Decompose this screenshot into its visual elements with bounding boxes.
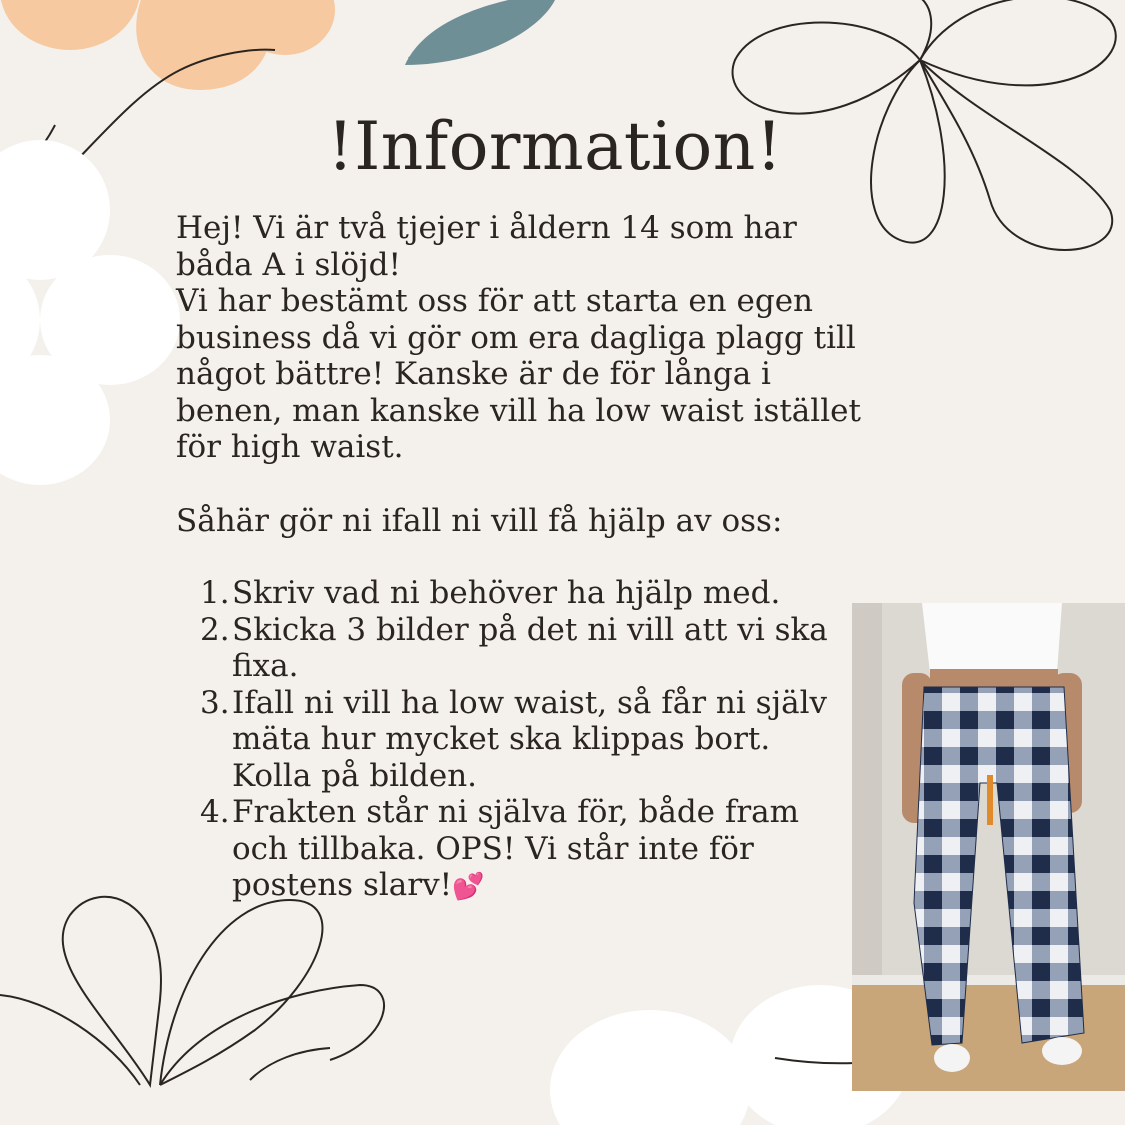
step-text: Ifall ni vill ha low waist, så får ni själv mäta hur mycket ska klippas bort. Kolla på bilden. — [232, 684, 828, 794]
step-number: 3. — [200, 684, 230, 721]
list-item — [176, 612, 856, 685]
step-text: Skriv vad ni behöver ha hjälp med. — [232, 575, 781, 611]
hearts-icon: 💕 — [452, 872, 485, 902]
list-item — [176, 794, 856, 906]
list-item — [176, 685, 856, 795]
photo-plaid-pajama-pants — [852, 603, 1125, 1091]
step-text: Skicka 3 bilder på det ni vill att vi ska fixa. — [232, 611, 828, 684]
outline-flower-bottom-left — [0, 897, 384, 1085]
page-title: !Information! — [327, 108, 783, 185]
white-flower-left — [0, 140, 180, 485]
steps-list — [176, 575, 856, 906]
intro-paragraph: Hej! Vi är två tjejer i åldern 14 som har båda A i slöjd! Vi har bestämt oss för att starta en egen business då vi gör om era dagliga plagg till något bättre! Kanske är de för långa i benen, man kanske vill ha low waist istället för high waist. — [176, 210, 861, 465]
step-number: 2. — [200, 611, 230, 648]
step-number: 4. — [200, 794, 230, 830]
step-text: Frakten står ni själva för, både fram och tillbaka. OPS! Vi står inte för postens slarv! — [232, 794, 800, 903]
intro-text — [176, 210, 866, 466]
list-item — [176, 575, 856, 612]
step-number: 1. — [200, 575, 230, 611]
howto-heading: Såhär gör ni ifall ni vill få hjälp av oss: — [176, 503, 783, 539]
